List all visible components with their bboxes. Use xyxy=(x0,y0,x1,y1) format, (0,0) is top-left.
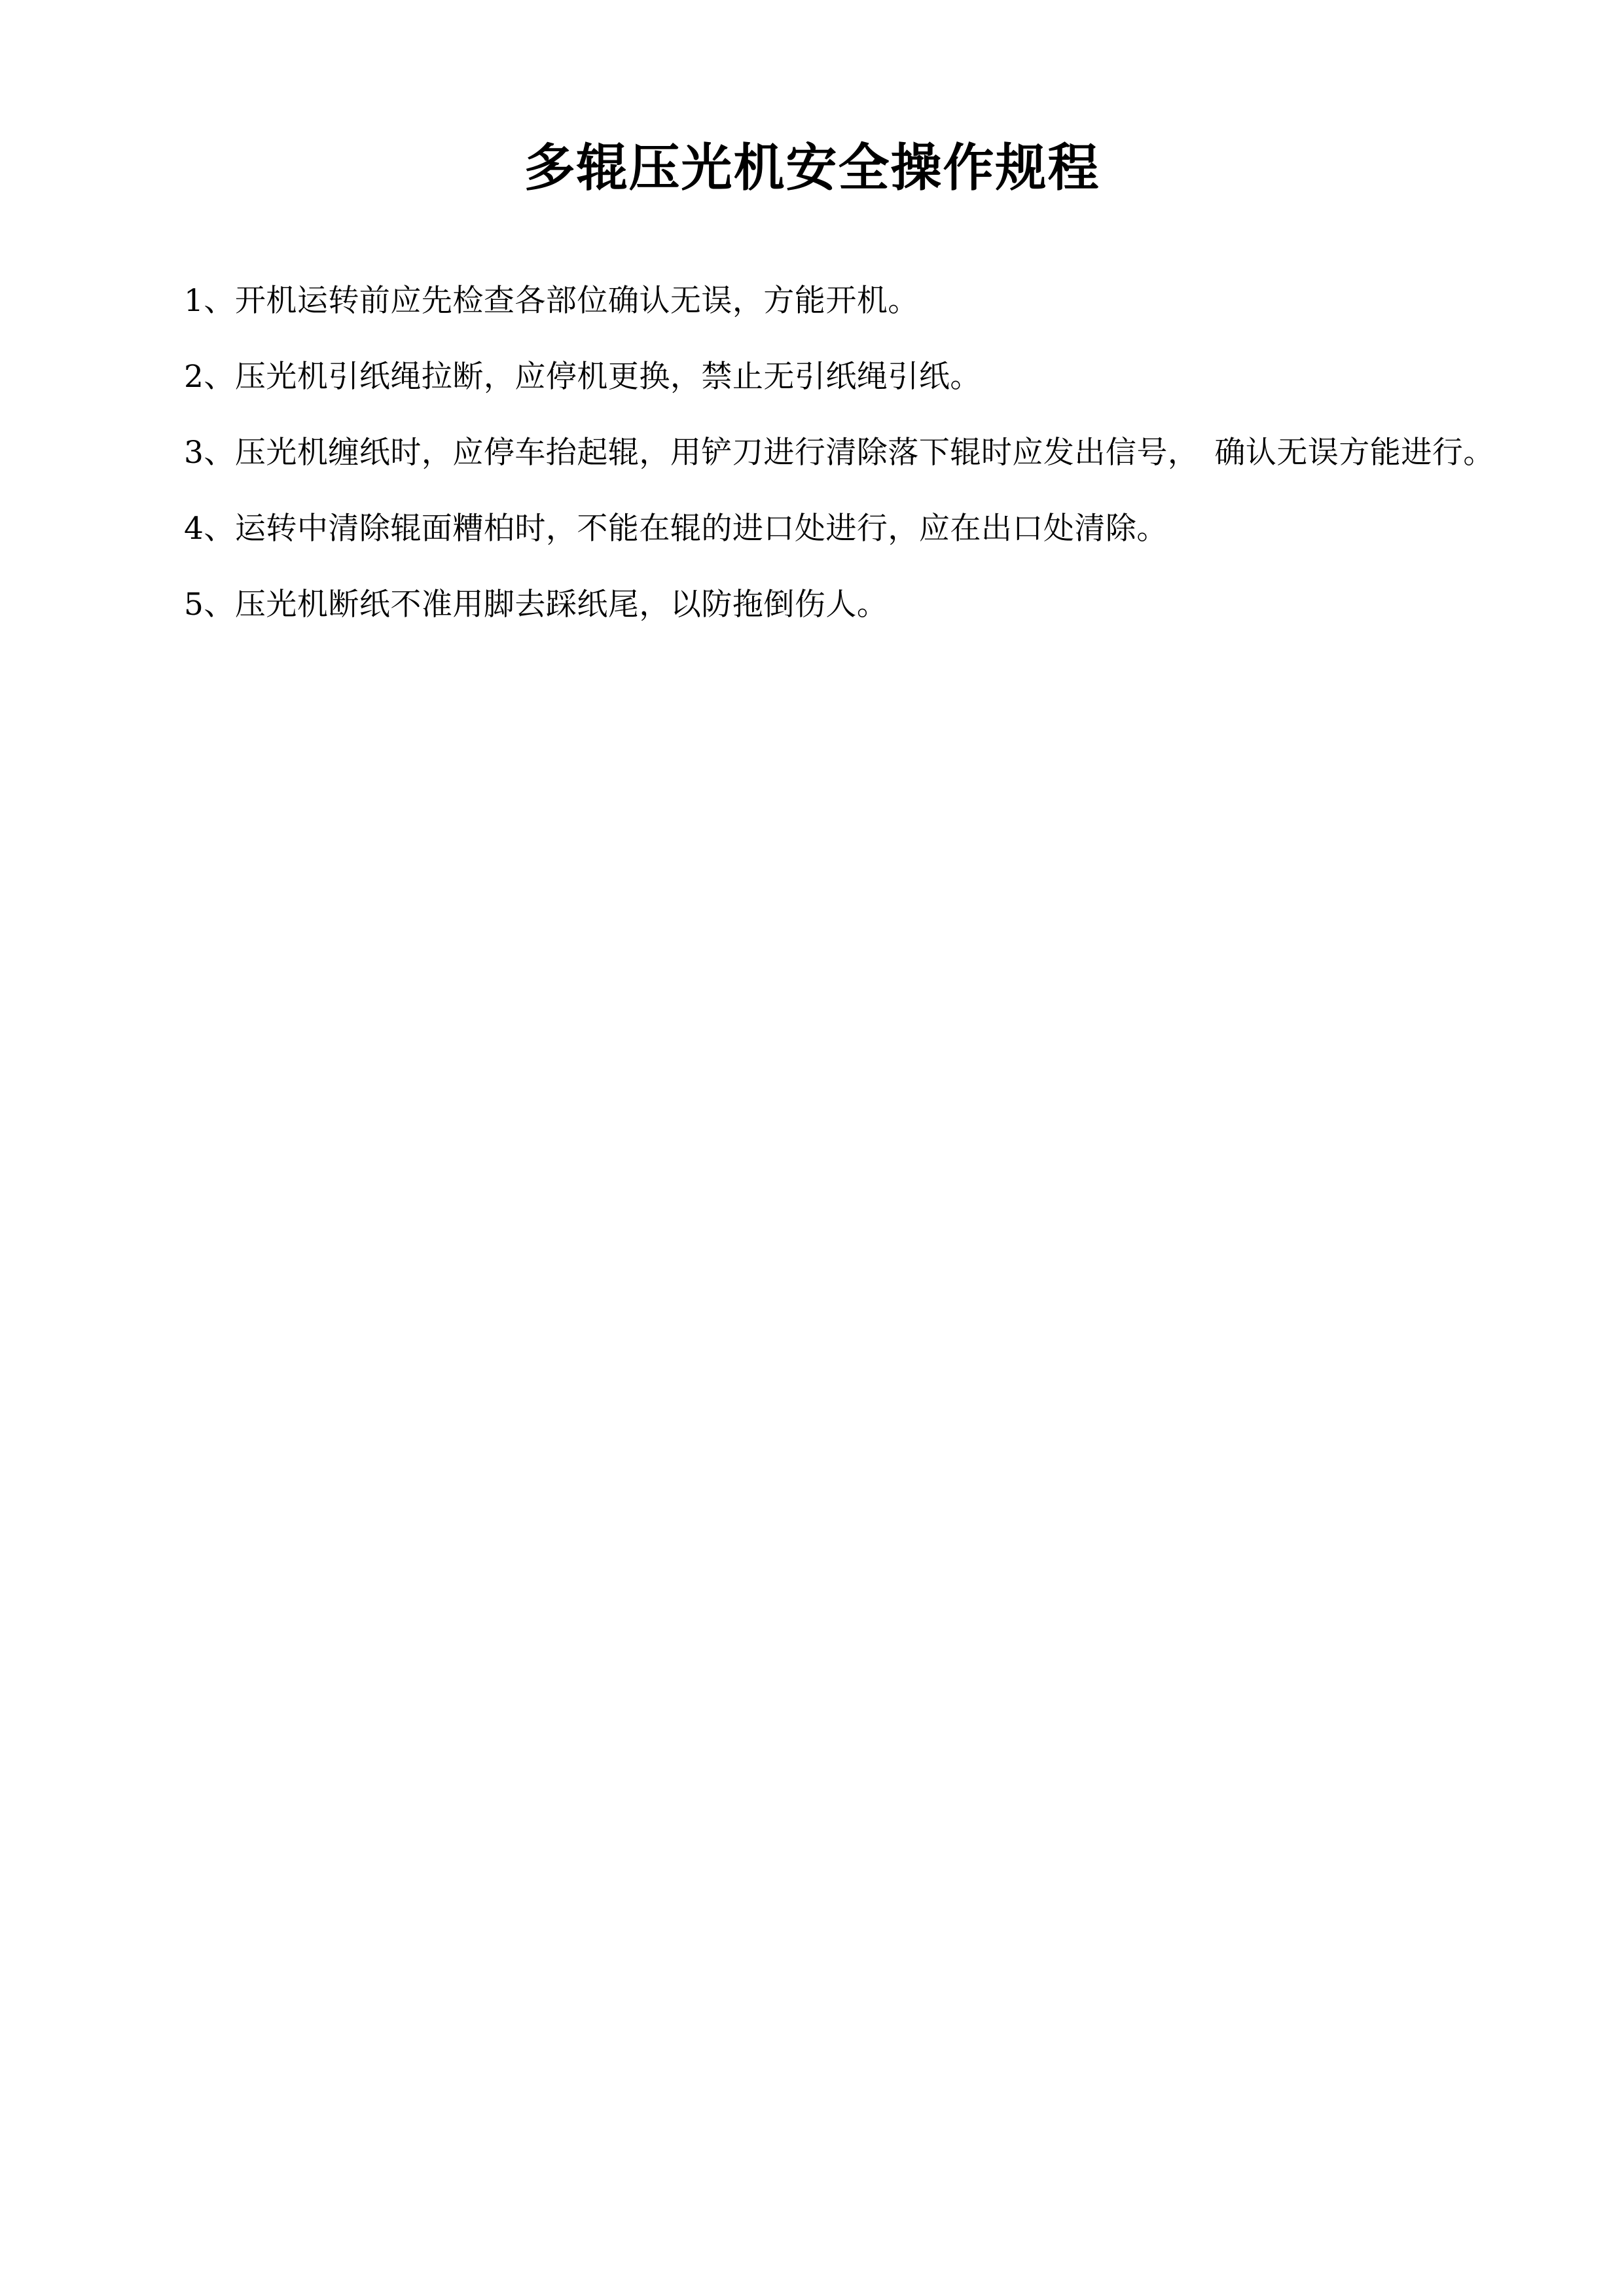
rule-paragraph-1: 1、开机运转前应先检查各部位确认无误，方能开机。 xyxy=(184,282,919,319)
rule-paragraph-2: 2、压光机引纸绳拉断，应停机更换，禁止无引纸绳引纸。 xyxy=(184,358,981,395)
page-title: 多辊压光机安全操作规程 xyxy=(524,138,1100,198)
rule-paragraph-4: 4、运转中清除辊面糟柏时，不能在辊的进口处进行，应在出口处清除。 xyxy=(184,510,1168,547)
document-body xyxy=(0,276,1624,630)
rule-paragraph-5: 5、压光机断纸不准用脚去踩纸尾，以防拖倒伤人。 xyxy=(184,587,888,623)
rule-paragraph-3: 3、压光机缠纸时，应停车抬起辊，用铲刀进行清除落下辊时应发出信号， 确认无误方能进行。 xyxy=(184,434,1494,471)
